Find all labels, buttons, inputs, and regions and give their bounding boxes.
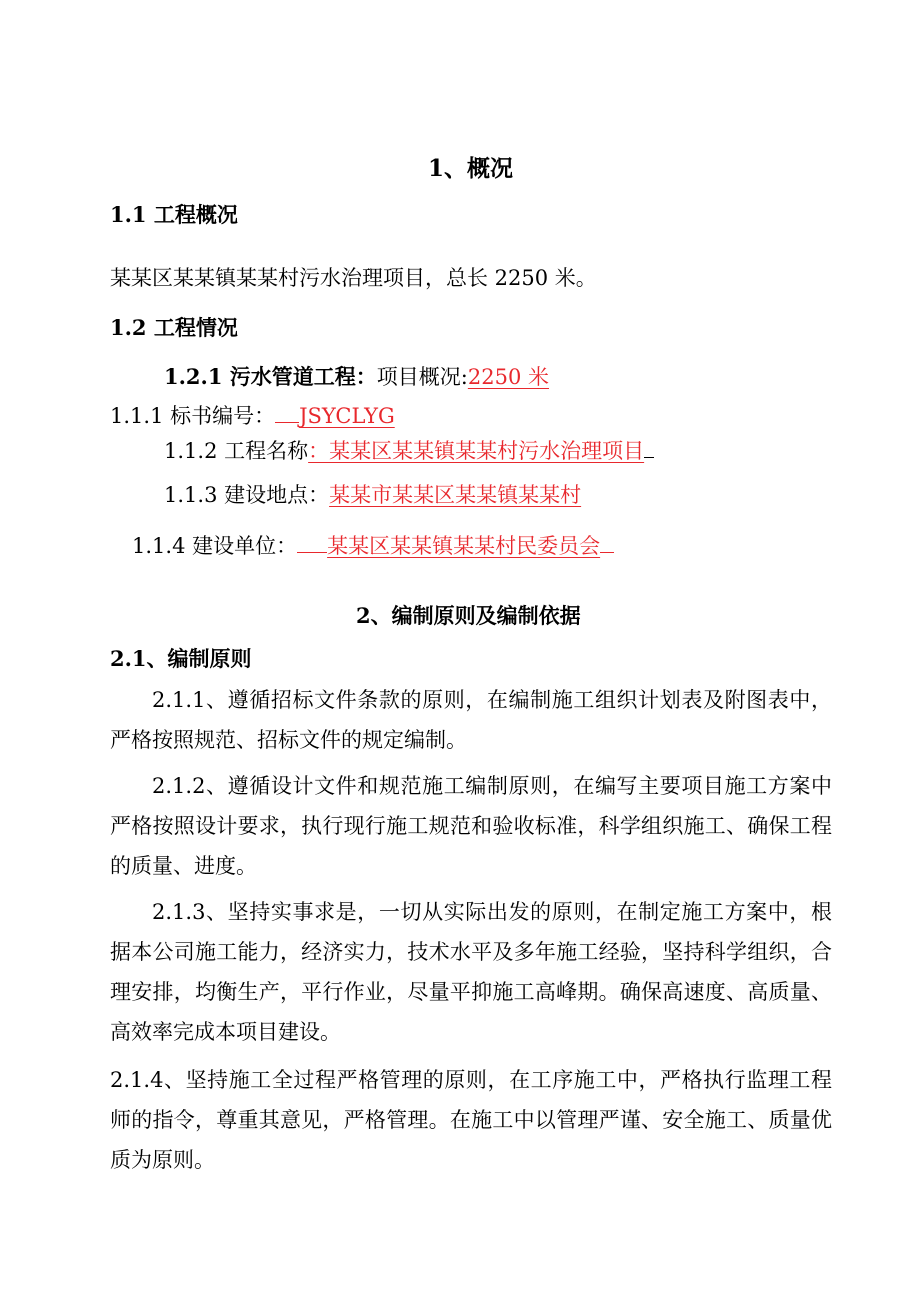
item-1-1-1-value: JSYCLYG (299, 404, 395, 428)
item-1-1-3-value: 某某市某某区某某镇某某村 (329, 483, 582, 507)
section-1-1-text: 某某区某某镇某某村污水治理项目，总长 2250 米。 (110, 266, 597, 290)
paragraph-2-1-2: 2.1.2、遵循设计文件和规范施工编制原则，在编写主要项目施工方案中严格按照设计要求，执行现行施工规范和验收标准，科学组织施工、确保工程的质量、进度。 (110, 774, 832, 878)
paragraph-2-1-3: 2.1.3、坚持实事求是，一切从实际出发的原则，在制定施工方案中，根据本公司施工能力，经济实力，技术水平及多年施工经验，坚持科学组织，合理安排，均衡生产，平行作业，尽量平抑施工高峰期。确保高速度、高质量、高效率完成本项目建设。 (110, 900, 832, 1044)
item-1-2-1 (164, 362, 549, 392)
blank-underline (644, 435, 654, 458)
item-1-1-3-label: 1.1.3 建设地点： (164, 483, 330, 507)
section-2-1-heading: 2.1、编制原则 (110, 646, 252, 671)
item-1-1-2-value: ：某某区某某镇某某村污水治理项目 (308, 439, 645, 463)
blank-underline (600, 530, 614, 553)
blank-underline (275, 400, 299, 423)
section-2-title: 2、编制原则及编制依据 (356, 603, 581, 628)
item-1-1-3 (164, 480, 581, 510)
item-1-1-2-label: 1.1.2 工程名称 (164, 439, 309, 463)
item-1-1-1 (110, 400, 395, 431)
item-1-1-4 (132, 530, 614, 561)
section-1-title: 1、概况 (428, 155, 514, 182)
section-1-1-heading: 1.1 工程概况 (110, 202, 238, 227)
paragraph-2-1-4: 2.1.4、坚持施工全过程严格管理的原则，在工序施工中，严格执行监理工程师的指令，尊重其意见，严格管理。在施工中以管理严谨、安全施工、质量优质为原则。 (110, 1068, 832, 1172)
item-1-1-1-label: 1.1.1 标书编号： (110, 404, 276, 428)
item-1-2-1-text: 项目概况: (376, 365, 468, 389)
item-1-2-1-value: 2250 米 (467, 365, 549, 389)
item-1-1-2 (164, 435, 654, 466)
item-1-1-4-label: 1.1.4 建设单位： (132, 534, 298, 558)
blank-underline (297, 530, 327, 553)
item-1-2-1-label: 1.2.1 污水管道工程： (164, 364, 377, 389)
section-1-2-heading: 1.2 工程情况 (110, 315, 238, 340)
paragraph-2-1-1: 2.1.1、遵循招标文件条款的原则，在编制施工组织计划表及附图表中，严格按照规范、招标文件的规定编制。 (110, 688, 832, 752)
item-1-1-4-value: 某某区某某镇某某村民委员会 (327, 534, 601, 558)
